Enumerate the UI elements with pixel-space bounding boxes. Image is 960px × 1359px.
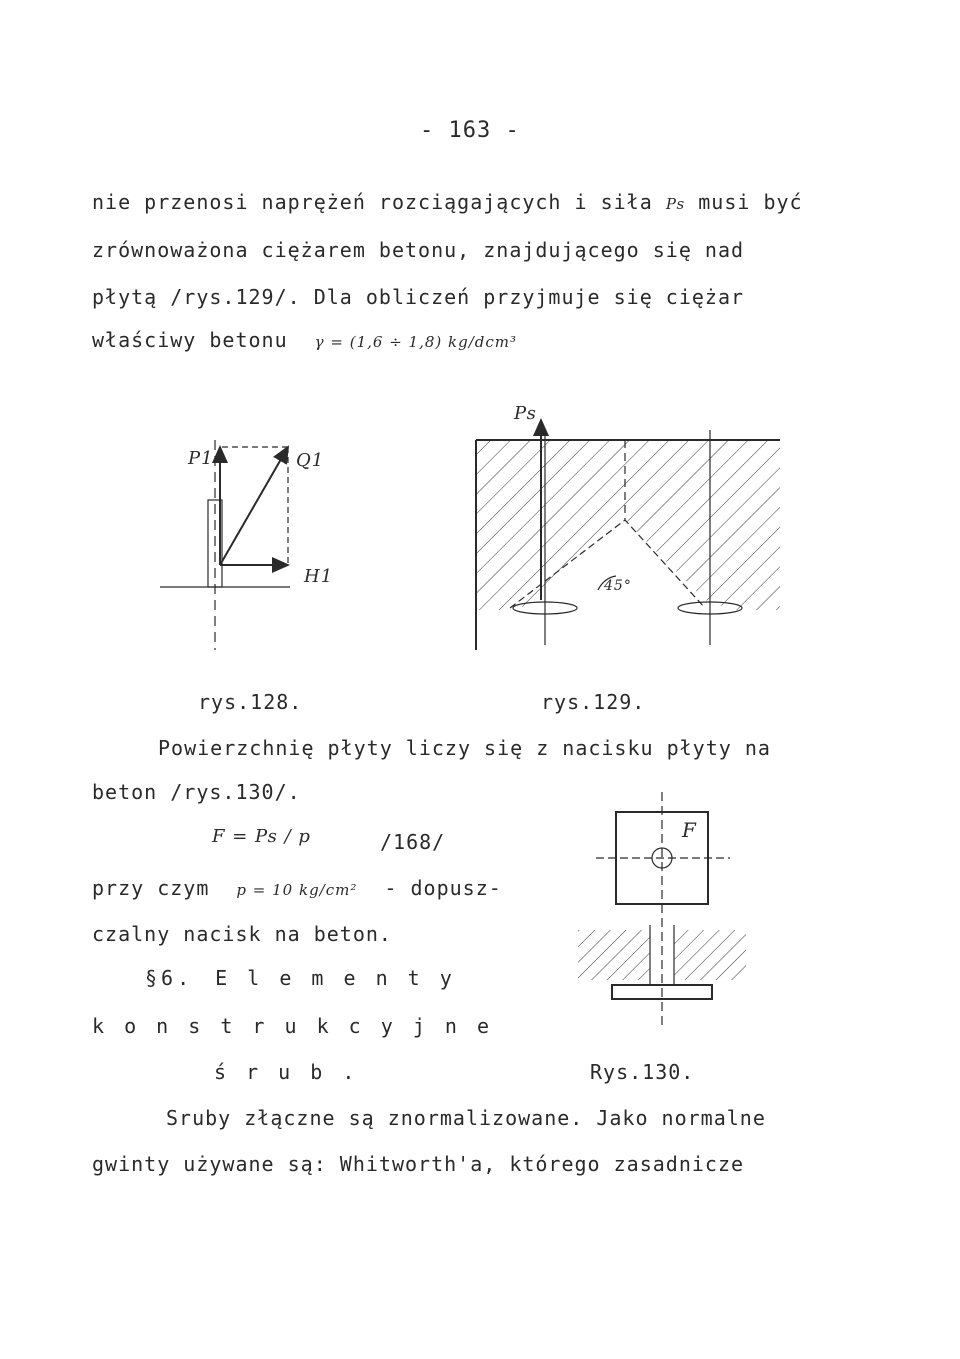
label-q1: Q1 — [296, 450, 325, 471]
section-number: §6. — [145, 966, 194, 990]
caption-rys130: Rys.130. — [590, 1060, 695, 1084]
equation-number: /168/ — [380, 830, 446, 854]
paragraph3-line1a: przy czym — [92, 876, 210, 900]
paragraph1-line1b: musi być — [698, 190, 803, 214]
page-number: - 163 - — [420, 118, 520, 143]
equation-formula: F = Ps / p — [212, 826, 311, 847]
paragraph2-line1: Powierzchnię płyty liczy się z nacisku płyty na — [158, 736, 771, 760]
pressure-formula: p = 10 kg/cm² — [236, 881, 358, 899]
section-title-line2: k o n s t r u k c y j n e — [92, 1014, 494, 1038]
caption-rys129: rys.129. — [541, 690, 646, 714]
paragraph1-line1a: nie przenosi naprężeń rozciągających i siła — [92, 190, 653, 214]
label-f: F — [682, 818, 697, 842]
section-title-line3: ś r u b . — [214, 1060, 359, 1084]
paragraph4-line2: gwinty używane są: Whitworth'a, którego zasadnicze — [92, 1152, 745, 1176]
caption-rys128: rys.128. — [198, 690, 303, 714]
paragraph3-line1b: - dopusz- — [384, 876, 502, 900]
density-formula: γ = (1,6 ÷ 1,8) kg/dcm³ — [314, 333, 518, 351]
label-ps: Ps — [514, 403, 537, 424]
paragraph2-line2: beton /rys.130/. — [92, 780, 301, 804]
force-symbol-ps: Ps — [665, 195, 686, 213]
label-h1: H1 — [304, 566, 334, 587]
paragraph3-line2: czalny nacisk na beton. — [92, 922, 392, 946]
concrete-left-hatched — [578, 930, 650, 980]
paragraph4-line1: Sruby złączne są znormalizowane. Jako normalne — [166, 1106, 766, 1130]
paragraph1-line4-text: właściwy betonu — [92, 328, 288, 352]
label-angle-45: 45° — [604, 578, 632, 594]
section-title-word1: E l e m e n t y — [215, 966, 456, 990]
concrete-right-hatched — [674, 930, 746, 980]
label-p1: P1 — [188, 448, 214, 469]
paragraph1-line3: płytą /rys.129/. Dla obliczeń przyjmuje się ciężar — [92, 285, 745, 309]
paragraph1-line2: zrównoważona ciężarem betonu, znajdującego się nad — [92, 238, 745, 262]
